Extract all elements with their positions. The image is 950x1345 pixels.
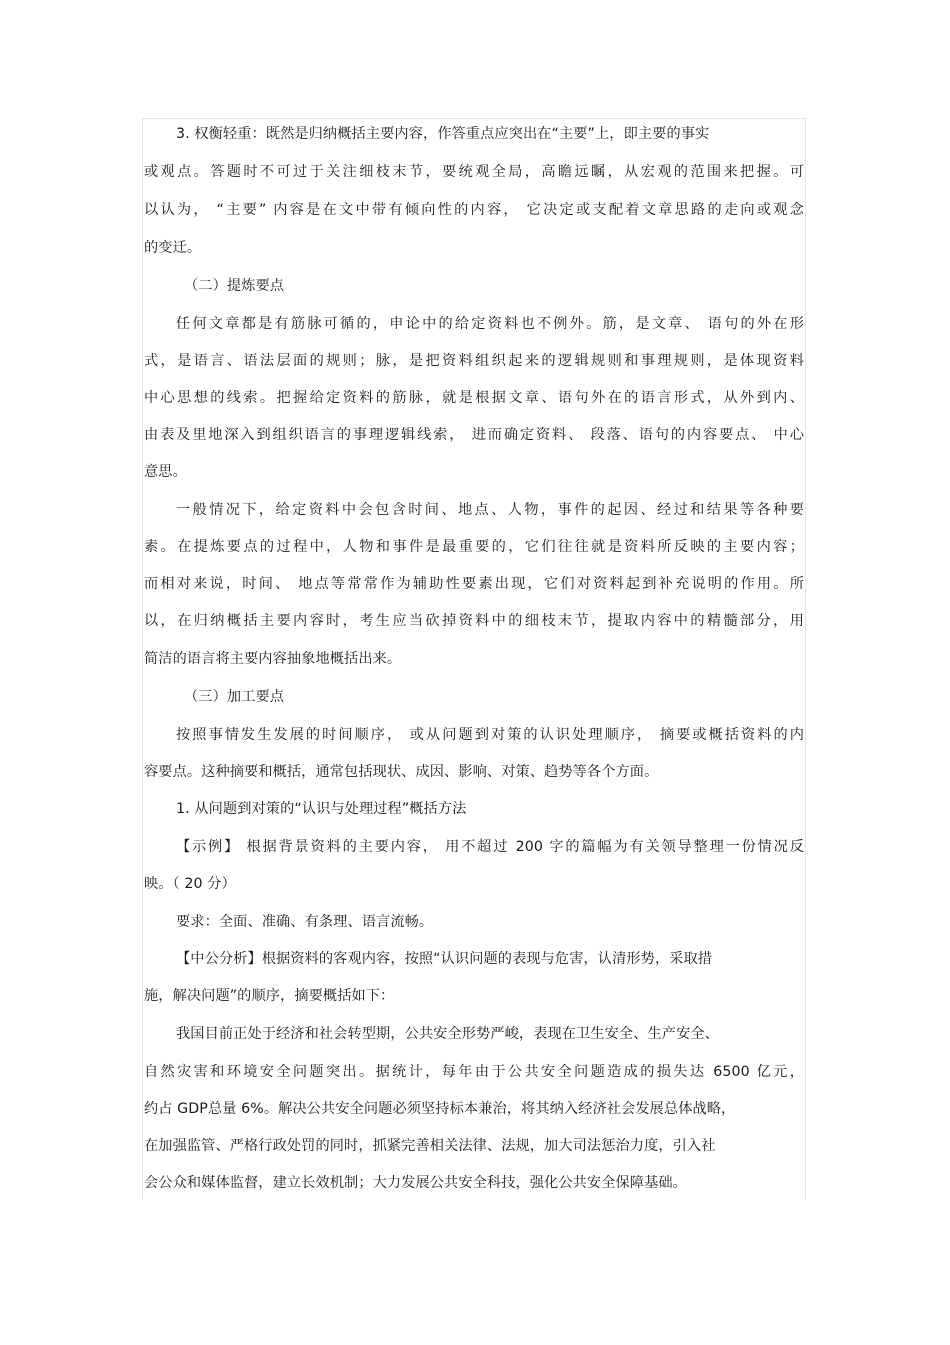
text-line: 任何文章都是有筋脉可循的，申论中的给定资料也不例外。筋，是文章、 语句的外在形	[176, 316, 804, 332]
text-line: 施，解决问题”的顺序，摘要概括如下：	[144, 988, 395, 1004]
text-line: 式，是语言、语法层面的规则；脉，是把资料组织起来的逻辑规则和事理规则，是体现资料	[144, 353, 804, 369]
text-line: 按照事情发生发展的时间顺序， 或从问题到对策的认识处理顺序， 摘要或概括资料的内	[176, 727, 804, 743]
text-line: 要求：全面、准确、有条理、语言流畅。	[176, 914, 434, 930]
text-line: 映。（ 20 分）	[144, 876, 236, 892]
text-line: 3. 权衡轻重：既然是归纳概括主要内容，作答重点应突出在“主要”上，即主要的事实	[176, 126, 710, 142]
text-line: 自然灾害和环境安全问题突出。据统计，每年由于公共安全问题造成的损失达 6500 亿元，	[144, 1064, 804, 1080]
section-heading: （二）提炼要点	[184, 278, 285, 294]
text-line: 约占 GDP总量 6%。解决公共安全问题必须坚持标本兼治，将其纳入经济社会发展总体战略，	[144, 1101, 736, 1117]
text-line: 而相对来说，时间、 地点等常常作为辅助性要素出现，它们对资料起到补充说明的作用。所	[144, 576, 804, 592]
text-line: 【中公分析】根据资料的客观内容，按照“认识问题的表现与危害，认清形势，采取措	[176, 951, 713, 967]
subsection-heading: 1. 从问题到对策的“认识与处理过程”概括方法	[176, 801, 467, 817]
text-line: 以，在归纳概括主要内容时，考生应当砍掉资料中的细枝末节，提取内容中的精髓部分，用	[144, 613, 804, 629]
text-line: 中心思想的线索。把握给定资料的筋脉，就是根据文章、语句外在的语言形式，从外到内、	[144, 390, 804, 406]
text-line: 或观点。答题时不可过于关注细枝末节，要统观全局，高瞻远瞩，从宏观的范围来把握。可	[144, 164, 804, 180]
text-line: 以认为， “主要” 内容是在文中带有倾向性的内容， 它决定或支配着文章思路的走向或观念	[144, 202, 804, 218]
section-heading: （三）加工要点	[184, 689, 285, 705]
text-line: 素。在提炼要点的过程中，人物和事件是最重要的，它们往往就是资料所反映的主要内容；	[144, 539, 804, 555]
text-line: 一般情况下，给定资料中会包含时间、地点、人物，事件的起因、经过和结果等各种要	[176, 502, 804, 518]
text-line: 意思。	[144, 464, 187, 480]
text-line: 容要点。这种摘要和概括，通常包括现状、成因、影响、对策、趋势等各个方面。	[144, 764, 659, 780]
text-line: 在加强监管、严格行政处罚的同时，抓紧完善相关法律、法规，加大司法惩治力度，引入社	[144, 1138, 716, 1154]
text-line: 我国目前正处于经济和社会转型期，公共安全形势严峻，表现在卫生安全、生产安全、	[176, 1026, 719, 1042]
text-line: 简洁的语言将主要内容抽象地概括出来。	[144, 651, 402, 667]
text-line: 【示例】 根据背景资料的主要内容， 用不超过 200 字的篇幅为有关领导整理一份情况反	[176, 839, 804, 855]
text-line: 会公众和媒体监督，建立长效机制；大力发展公共安全科技，强化公共安全保障基础。	[144, 1175, 687, 1191]
text-line: 由表及里地深入到组织语言的事理逻辑线索， 进而确定资料、 段落、语句的内容要点、 中心	[144, 427, 804, 443]
text-line: 的变迁。	[144, 240, 202, 256]
